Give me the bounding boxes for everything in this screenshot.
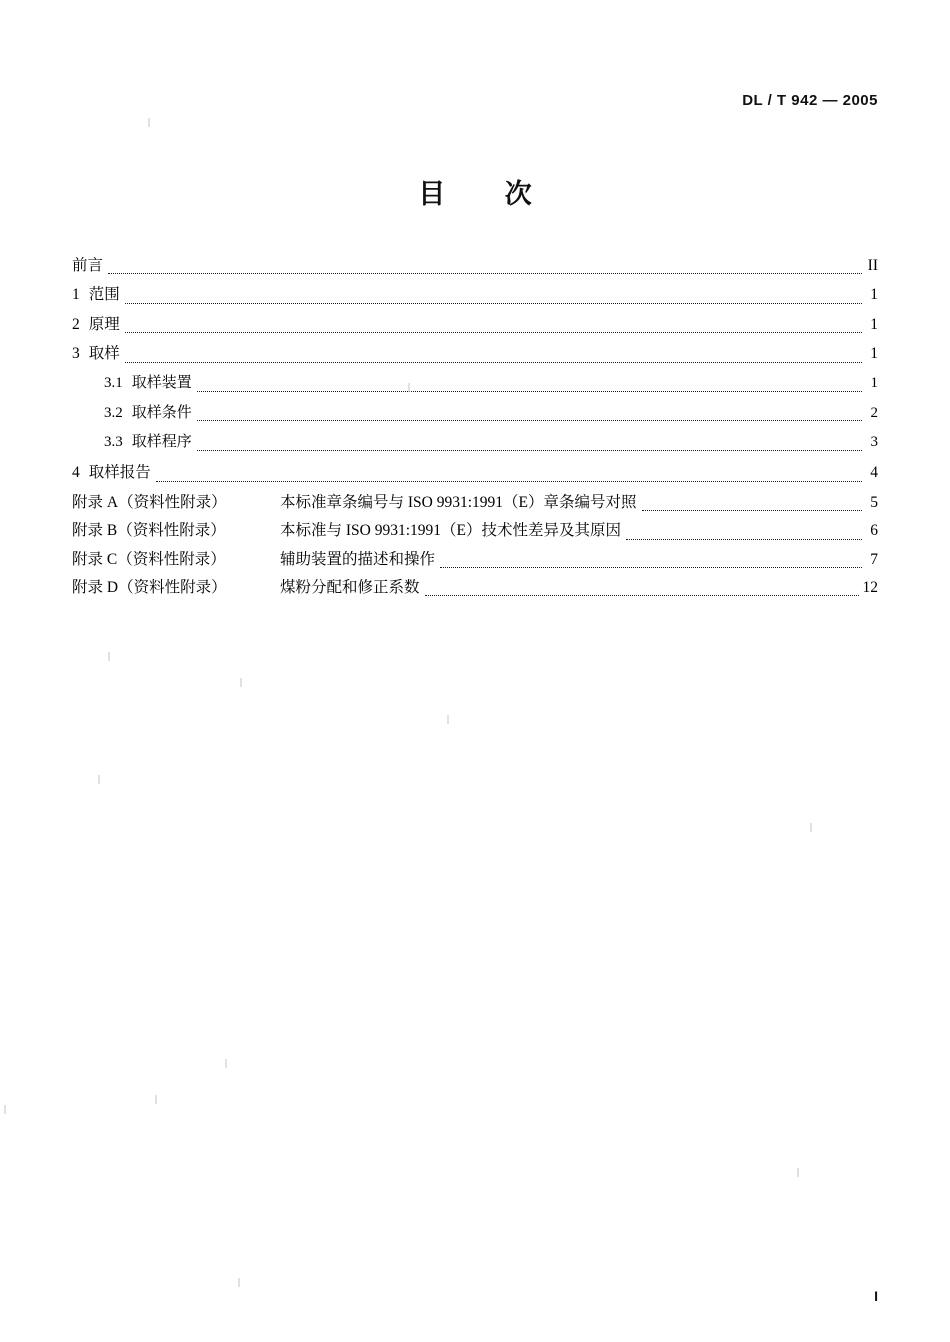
- toc-entry-label: 取样装置: [131, 374, 192, 391]
- scan-speck: [408, 383, 410, 392]
- scan-speck: [155, 1095, 157, 1104]
- toc-entry[interactable]: [72, 432, 878, 454]
- toc-entry-label: 取样: [88, 345, 120, 363]
- toc-entry[interactable]: [72, 462, 878, 484]
- toc-entry-label: 原理: [88, 315, 120, 333]
- toc-entry-page: 3: [870, 434, 878, 451]
- toc-annex-page: 7: [870, 550, 878, 568]
- toc-annex-entry[interactable]: [72, 549, 878, 571]
- scan-speck: [447, 715, 449, 724]
- toc-leader-dots: [197, 381, 862, 392]
- toc-annex-entry[interactable]: [72, 577, 878, 599]
- toc-annex-label: 附录 C（资料性附录）: [72, 550, 226, 568]
- page-folio: I: [874, 1288, 878, 1304]
- toc-annex-entry[interactable]: [72, 492, 878, 514]
- toc-entry-page: 2: [870, 404, 878, 421]
- toc-entry-label: 取样报告: [88, 464, 151, 482]
- toc-annex-label: 附录 D（资料性附录）: [72, 579, 227, 596]
- toc-annex-description: 本标准与 ISO 9931:1991（E）技术性差异及其原因: [280, 522, 622, 540]
- toc-annex-page: 6: [870, 522, 878, 540]
- scan-speck: [238, 1278, 240, 1287]
- toc-entry[interactable]: [72, 284, 878, 306]
- toc-leader-dots: [125, 322, 862, 333]
- toc-leader-dots: [125, 293, 862, 304]
- toc-entry[interactable]: [72, 314, 878, 336]
- toc-annex-description: 辅助装置的描述和操作: [280, 550, 436, 568]
- toc-annex-label: 附录 B（资料性附录）: [72, 522, 226, 540]
- toc-entry-page: 1: [870, 374, 878, 391]
- toc-entry-page: 1: [870, 345, 878, 363]
- toc-entry[interactable]: [72, 255, 878, 277]
- toc-entry[interactable]: [72, 403, 878, 425]
- toc-entry-number: 3.2: [104, 404, 123, 421]
- toc-leader-dots: [125, 352, 862, 363]
- toc-entry[interactable]: [72, 343, 878, 365]
- toc-entry-page: 4: [870, 464, 878, 482]
- toc-leader-dots: [108, 263, 862, 274]
- toc-annex-page: 5: [870, 493, 878, 511]
- toc-leader-dots: [626, 529, 862, 540]
- toc-entry-number: 2: [72, 315, 80, 333]
- toc-annex-label: 附录 A（资料性附录）: [72, 493, 227, 511]
- scan-speck: [240, 678, 242, 687]
- toc-leader-dots: [642, 500, 862, 511]
- toc-entry-label: 范围: [88, 286, 120, 304]
- page-title: 目 次: [418, 179, 558, 209]
- toc-leader-dots: [197, 410, 862, 421]
- toc-entry-number: 3.1: [104, 374, 123, 391]
- toc-entry-number: 3: [72, 345, 80, 363]
- scan-speck: [797, 1168, 799, 1177]
- toc-annex-entry[interactable]: [72, 520, 878, 542]
- toc-entry-page: II: [867, 257, 878, 274]
- toc-entry-label: 前言: [72, 257, 104, 274]
- toc-leader-dots: [156, 471, 862, 482]
- scan-speck: [108, 652, 110, 661]
- toc-annex-description: 煤粉分配和修正系数: [280, 579, 420, 596]
- toc-entry-label: 取样程序: [131, 434, 192, 451]
- table-of-contents: [72, 255, 878, 605]
- standard-number-header: DL / T 942 — 2005: [742, 92, 878, 109]
- toc-leader-dots: [440, 557, 862, 568]
- scan-speck: [810, 823, 812, 832]
- toc-annex-description: 本标准章条编号与 ISO 9931:1991（E）章条编号对照: [280, 493, 637, 511]
- toc-entry[interactable]: [72, 373, 878, 395]
- toc-entry-number: 4: [72, 464, 80, 482]
- toc-leader-dots: [197, 440, 862, 451]
- toc-annex-page: 12: [862, 579, 878, 596]
- scan-speck: [148, 118, 150, 127]
- toc-leader-dots: [425, 585, 859, 596]
- scan-speck: [225, 1059, 227, 1068]
- toc-entry-page: 1: [870, 286, 878, 304]
- scan-speck: [98, 775, 100, 784]
- toc-entry-label: 取样条件: [131, 404, 192, 421]
- toc-entry-number: 1: [72, 286, 80, 304]
- toc-entry-number: 3.3: [104, 434, 123, 451]
- scan-speck: [4, 1105, 6, 1114]
- toc-entry-page: 1: [870, 315, 878, 333]
